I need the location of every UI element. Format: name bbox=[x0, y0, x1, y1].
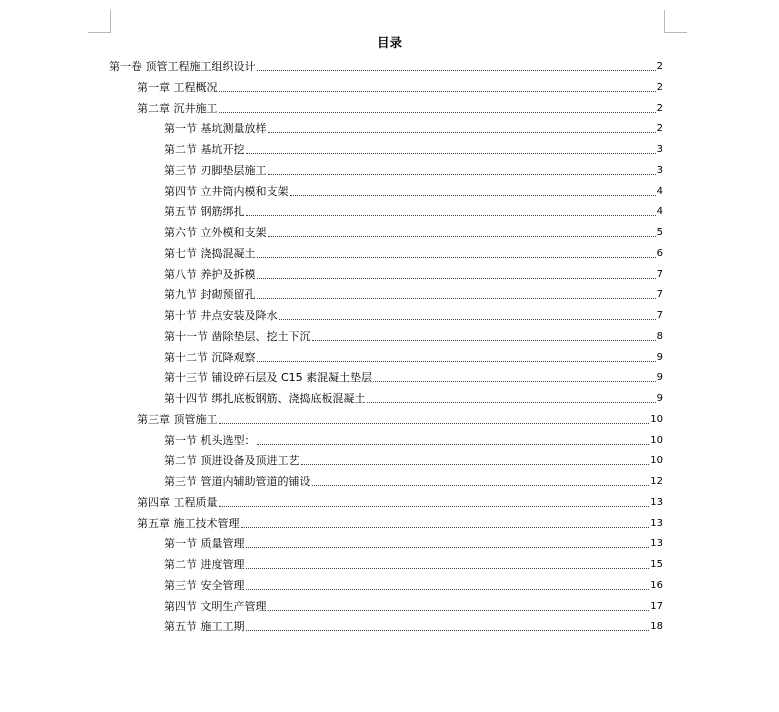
toc-entry[interactable] bbox=[164, 282, 663, 302]
margin-corner-top-left bbox=[88, 10, 111, 33]
toc-entry[interactable] bbox=[164, 428, 663, 448]
toc-entry-text: 第五章 施工技术管理 bbox=[137, 516, 240, 530]
toc-entry[interactable] bbox=[164, 614, 663, 634]
toc-entry[interactable] bbox=[164, 531, 663, 551]
toc-entry-page-number: 15 bbox=[650, 559, 663, 570]
toc-entry-text: 第三章 顶管施工 bbox=[137, 412, 218, 426]
toc-entry[interactable] bbox=[109, 54, 663, 74]
toc-dot-leader bbox=[279, 319, 656, 320]
toc-entry-text: 第一卷 顶管工程施工组织设计 bbox=[109, 60, 256, 73]
toc-entry-text: 第一章 工程概况 bbox=[137, 80, 218, 94]
toc-dot-leader bbox=[219, 506, 650, 507]
toc-entry-text: 第二节 顶进设备及顶进工艺 bbox=[164, 454, 300, 468]
toc-entry[interactable] bbox=[164, 262, 663, 282]
toc-entry[interactable] bbox=[164, 448, 663, 468]
toc-entry[interactable] bbox=[164, 303, 663, 323]
toc-dot-leader bbox=[268, 236, 656, 237]
toc-entry-text: 第二章 沉井施工 bbox=[137, 101, 218, 115]
margin-corner-top-right bbox=[664, 10, 687, 33]
toc-entry-page-number: 13 bbox=[650, 538, 663, 550]
toc-entry-text: 第一节 基坑测量放样 bbox=[164, 122, 267, 136]
toc-entry-page-number: 10 bbox=[650, 434, 663, 446]
toc-entry-text: 第三节 刃脚垫层施工 bbox=[164, 163, 267, 177]
toc-dot-leader bbox=[257, 298, 656, 299]
toc-entry-page-number: 4 bbox=[656, 185, 663, 197]
toc-dot-leader bbox=[301, 464, 650, 465]
toc-dot-leader bbox=[373, 381, 655, 382]
toc-entry-page-number: 9 bbox=[656, 351, 663, 363]
toc-dot-leader bbox=[246, 630, 650, 631]
toc-entry-page-number: 17 bbox=[650, 600, 663, 612]
toc-entry-page-number: 18 bbox=[650, 621, 663, 633]
toc-entry[interactable] bbox=[164, 386, 663, 406]
toc-entry[interactable] bbox=[164, 365, 663, 385]
toc-dot-leader bbox=[219, 112, 656, 113]
toc-entry[interactable] bbox=[164, 158, 663, 178]
toc-entry[interactable] bbox=[164, 552, 663, 572]
toc-entry[interactable] bbox=[164, 594, 663, 614]
toc-dot-leader bbox=[241, 527, 650, 528]
toc-entry-text: 第一节 质量管理 bbox=[164, 537, 245, 551]
toc-entry-text: 第二节 进度管理 bbox=[164, 558, 245, 571]
toc-entry[interactable] bbox=[164, 220, 663, 240]
toc-entry-page-number: 9 bbox=[656, 372, 663, 384]
toc-entry[interactable] bbox=[164, 241, 663, 261]
toc-entry-page-number: 5 bbox=[656, 227, 663, 238]
toc-entry[interactable] bbox=[164, 116, 663, 136]
toc-entry-text: 第四章 工程质量 bbox=[137, 495, 218, 509]
toc-entry[interactable] bbox=[137, 490, 663, 510]
toc-entry-page-number: 16 bbox=[650, 579, 663, 591]
toc-entry-page-number: 3 bbox=[656, 164, 663, 176]
toc-entry[interactable] bbox=[137, 511, 663, 531]
toc-dot-leader bbox=[257, 257, 656, 258]
toc-entry[interactable] bbox=[164, 137, 663, 157]
toc-entry-text: 第六节 立外模和支架 bbox=[164, 226, 267, 239]
toc-entry-page-number: 6 bbox=[656, 247, 663, 259]
toc-entry[interactable] bbox=[137, 407, 663, 427]
toc-dot-leader bbox=[246, 547, 650, 548]
toc-dot-leader bbox=[246, 153, 656, 154]
toc-entry-page-number: 8 bbox=[656, 330, 663, 342]
toc-entry-text: 第十二节 沉降观察 bbox=[164, 350, 256, 364]
toc-dot-leader bbox=[257, 444, 650, 445]
toc-title: 目录 bbox=[376, 35, 402, 50]
toc-entry-text: 第四节 文明生产管理 bbox=[164, 599, 267, 613]
toc-entry-text: 第十三节 铺设碎石层及 C15 素混凝土垫层 bbox=[164, 371, 373, 385]
toc-entry-text: 第八节 养护及拆模 bbox=[164, 267, 256, 281]
toc-entry-page-number: 2 bbox=[656, 81, 663, 93]
toc-entry-page-number: 2 bbox=[656, 123, 663, 135]
toc-dot-leader bbox=[268, 610, 650, 611]
toc-entry-page-number: 13 bbox=[650, 496, 663, 508]
toc-dot-leader bbox=[246, 568, 650, 569]
toc-entry-page-number: 4 bbox=[656, 206, 663, 218]
toc-dot-leader bbox=[246, 589, 650, 590]
toc-entry-page-number: 10 bbox=[650, 413, 663, 425]
toc-entry-page-number: 10 bbox=[650, 455, 663, 467]
toc-dot-leader bbox=[219, 423, 650, 424]
toc-entry-page-number: 7 bbox=[656, 289, 663, 301]
toc-dot-leader bbox=[290, 195, 656, 196]
toc-entry-page-number: 7 bbox=[656, 268, 663, 280]
toc-entry-text: 第三节 管道内辅助管道的铺设 bbox=[164, 475, 311, 488]
toc-entry-text: 第三节 安全管理 bbox=[164, 578, 245, 592]
toc-entry-page-number: 3 bbox=[656, 144, 663, 155]
toc-entry-text: 第七节 浇捣混凝土 bbox=[164, 246, 256, 260]
toc-entry-page-number: 2 bbox=[656, 102, 663, 114]
toc-entry-text: 第二节 基坑开挖 bbox=[164, 143, 245, 156]
toc-entry[interactable] bbox=[164, 199, 663, 219]
toc-entry-text: 第一节 机头选型： bbox=[164, 433, 256, 447]
toc-entry-page-number: 12 bbox=[650, 476, 663, 487]
toc-entry[interactable] bbox=[164, 179, 663, 199]
toc-entry-text: 第十四节 绑扎底板钢筋、浇捣底板混凝土 bbox=[164, 392, 366, 405]
toc-dot-leader bbox=[312, 340, 656, 341]
toc-dot-leader bbox=[257, 278, 656, 279]
toc-entry-text: 第四节 立井筒内模和支架 bbox=[164, 184, 289, 198]
toc-dot-leader bbox=[367, 402, 656, 403]
toc-entry[interactable] bbox=[137, 75, 663, 95]
toc-entry[interactable] bbox=[137, 96, 663, 116]
toc-entry[interactable] bbox=[164, 345, 663, 365]
toc-dot-leader bbox=[257, 361, 656, 362]
toc-dot-leader bbox=[246, 215, 656, 216]
toc-entry-text: 第十节 井点安装及降水 bbox=[164, 309, 278, 322]
toc-entry-page-number: 9 bbox=[656, 393, 663, 404]
toc-entry[interactable] bbox=[164, 573, 663, 593]
toc-entry-text: 第五节 钢筋绑扎 bbox=[164, 205, 245, 219]
toc-entry-page-number: 2 bbox=[656, 61, 663, 72]
toc-entry[interactable] bbox=[164, 469, 663, 489]
toc-dot-leader bbox=[312, 485, 650, 486]
toc-entry-text: 第九节 封砌预留孔 bbox=[164, 288, 256, 302]
toc-dot-leader bbox=[268, 132, 656, 133]
toc-entry-page-number: 7 bbox=[656, 310, 663, 321]
toc-entry-text: 第十一节 凿除垫层、挖土下沉 bbox=[164, 329, 311, 343]
toc-dot-leader bbox=[257, 70, 656, 71]
toc-dot-leader bbox=[268, 174, 656, 175]
toc-entry-text: 第五节 施工工期 bbox=[164, 620, 245, 634]
toc-entry-page-number: 13 bbox=[650, 517, 663, 529]
toc-entry[interactable] bbox=[164, 324, 663, 344]
toc-dot-leader bbox=[219, 91, 656, 92]
